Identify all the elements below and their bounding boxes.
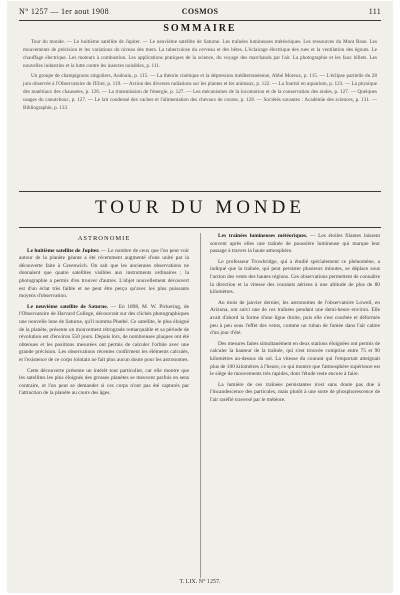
paragraph-text: — Les étoiles filantes laissent souvent après elles une traînée de poussière lumineuse qui marque leur passage à travers la haute atmosphère. — [210, 233, 380, 255]
journal-title: COSMOS — [181, 7, 219, 16]
paragraph-lead: Le huitième satellite de Jupiter. — [27, 247, 100, 254]
sommaire-rule — [19, 191, 381, 192]
paragraph-text: La lumière de ces traînées persistantes n'est sans doute pas due à l'incandescence des particules, mais plutôt à une sorte de phosphorescence de l'air raréfié traversé par le météore. — [210, 381, 380, 403]
paragraph-lead: Les traînées lumineuses météoriques. — [218, 233, 308, 239]
paragraph-text: — En 1898, M. W. Pickering, de l'Observatoire de Harvard College, découvrait sur des clichés photographiques une nouvelle lune de Saturne, qu'il nomma Phœbé. Ce satellite, le plus éloigné de la planète, présente un mouvement rétrograde remarquable et sa période de révolution est d'environ 550 jours. Depuis lors, de nombreuses plaques ont été obtenues et les positions mesurées ont permis de calculer l'orbite avec une grande précision. Les observations récentes confirment les éléments calculés, et l'existence de ce corps lointain ne fait plus aucun doute pour les astronomes. — [19, 303, 189, 363]
article-paragraph — [210, 300, 380, 338]
article-paragraph — [210, 233, 380, 256]
paragraph-text: — Le nombre de ceux que l'on peut voir autour de la planète géante a été récemment augmenté d'une unité par la découverte faite à Greenwich. On sait que les anciennes observations ne donnaient que quatre satellites visibles aux instruments ordinaires ; la photographie a permis d'en trouver d'autres. L'objet nouvellement découvert est d'un éclat très faible et ne peut être perçu qu'avec les plus puissants moyens d'observation. — [19, 247, 189, 300]
title-rule — [19, 227, 381, 228]
article-paragraph — [19, 248, 189, 301]
paragraph-text: Le professeur Trowbridge, qui a étudié spécialement ce phénomène, a indiqué que la traînée, qui peut persister plusieurs minutes, se déplace sous l'action des vents des hautes régions. Ces observations permettent de connaître la direction et la vitesse des courants aériens à une altitude de plus de 80 kilomètres. — [210, 258, 380, 296]
paragraph-lead: Le neuvième satellite de Saturne. — [27, 303, 109, 310]
article-paragraph — [19, 368, 189, 398]
paragraph-text: Des mesures faites simultanément en deux stations éloignées ont permis de calculer la hauteur de la traînée, qui s'est trouvée comprise entre 75 et 90 kilomètres au-dessus du sol. La vitesse du courant qui l'emportait atteignait plus de 100 kilomètres à l'heure, ce qui montre que l'atmosphère supérieure est le siège de mouvements très rapides, dont l'étude reste encore à faire. — [210, 340, 380, 378]
article-paragraph — [19, 304, 189, 365]
page-footer: T. LIX. N° 1257. — [179, 579, 221, 585]
page-number: 111 — [368, 7, 381, 16]
sommaire-heading: SOMMAIRE — [163, 23, 237, 34]
right-column — [210, 233, 380, 407]
article-paragraph — [210, 382, 380, 405]
sommaire-paragraph: Tour du monde. — Le huitième satellite de Jupiter. — Le neuvième satellite de Saturne. Les traînées lumineuses météoriques. Les ressources du Mont Rose. Les mouvements de précision et les variations du niveau des mers. La tuberculose du cerveau et des bêtes. L'éclairage électrique des rues et la ventilation des égouts. Le chauffage électrique. Les moteurs à combustion. Les applications pratiques de la science, du voyage des marchands par l'air. La photographie et les faux billets. Les nouvelles industries et la lutte contre les insectes nuisibles, p. 111. — [23, 39, 377, 69]
header-rule — [19, 20, 381, 21]
column-divider — [200, 233, 201, 578]
paragraph-text: Cette découverte présente un intérêt tout particulier, car elle montre que les satellites les plus éloignés des grosses planètes se meuvent parfois en sens contraire, et l'on peut se demander si ces corps n'ont pas été capturés par l'attraction de la planète au cours des âges. — [19, 367, 189, 397]
subsection-heading: ASTRONOMIE — [77, 235, 131, 242]
issue-number: N° 1257 — 1er aout 1908 — [19, 7, 109, 16]
sommaire-paragraph: Un groupe de champignons singuliers, Audouin, p. 115. — La théorie cinétique et la dépression méditerranéenne, Abbé Moreux, p. 115. — L'éclipse partielle du 28 juin observée à l'Observatoire de l'Ebre, p. 119. — Action des diverses radiations sur les plantes et les animaux, p. 122. — La fourmi en aquarium, p. 123. — La physique des matériaux des chaussées, p. 126. — La transmission de l'énergie, p. 127. — Les mécanismes de la locomotion et de la conservation des ondes, p. 127. — Quelques usages du caoutchouc, p. 127. — Le lait condensé des vaches et l'alimentation des chevaux de course, p. 128. — Sociétés savantes : Académie des sciences, p. 131. — Bibliographie, p. 133. — [23, 73, 377, 111]
sommaire-body — [23, 38, 377, 114]
running-header — [19, 5, 381, 19]
left-column — [19, 233, 189, 401]
section-title: TOUR DU MONDE — [95, 197, 305, 218]
article-paragraph — [210, 259, 380, 297]
article-paragraph — [210, 341, 380, 379]
paragraph-text: Au mois de janvier dernier, les astronomes de l'observatoire Lowell, en Arizona, ont suivi une de ces traînées pendant une demi-heure environ. Elle avait d'abord la forme d'une ligne droite, puis elle s'est courbée et déformée peu à peu sous l'effet des vents, comme un ruban de fumée dans l'air calme d'un jour d'été. — [210, 299, 380, 337]
page-sheet — [7, 1, 393, 593]
